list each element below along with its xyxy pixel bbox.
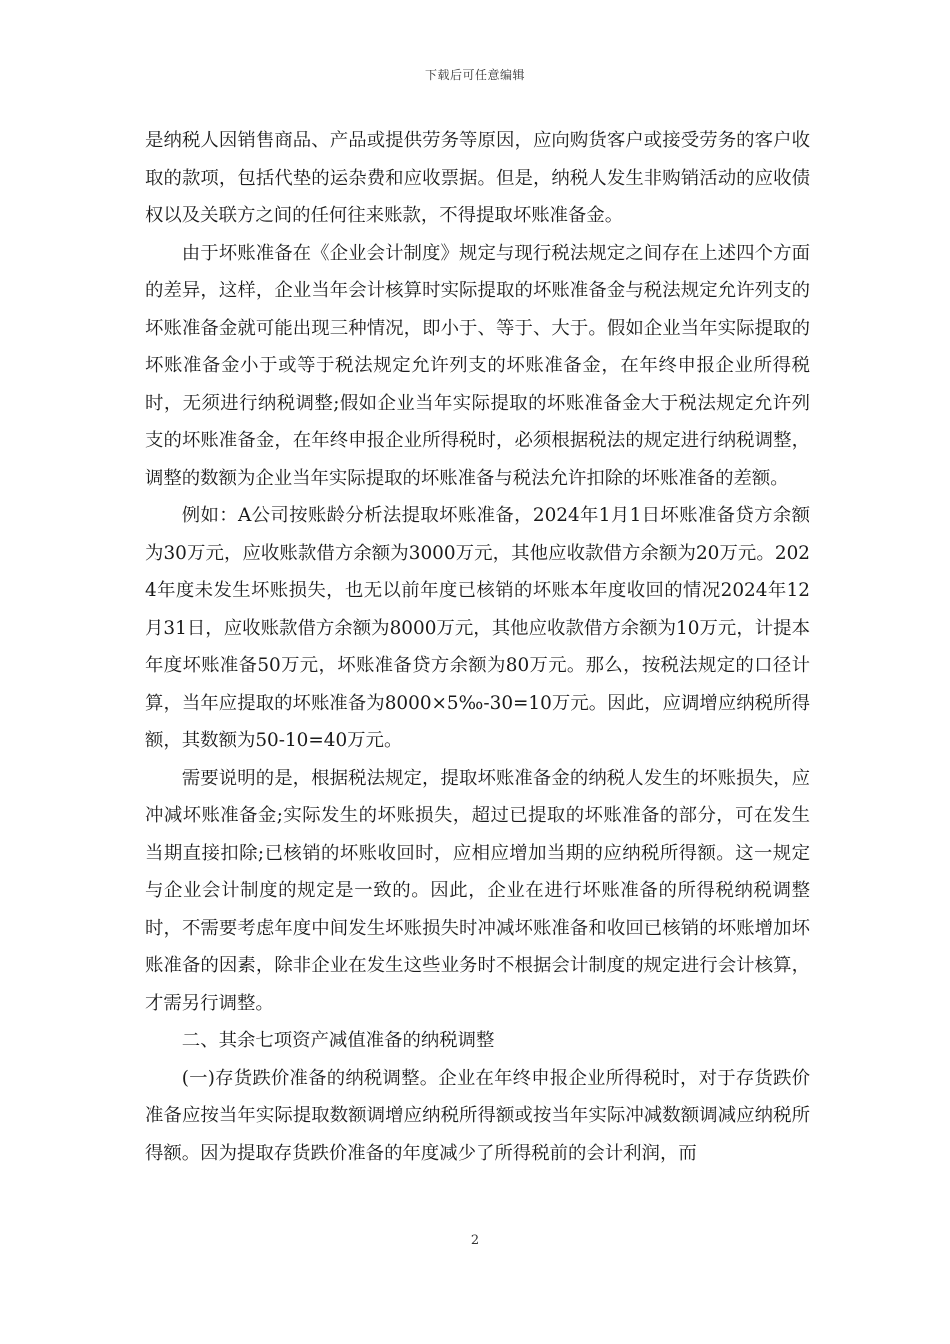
section-heading: 二、其余七项资产减值准备的纳税调整 bbox=[181, 1030, 495, 1051]
paragraph-explanation: 需要说明的是，根据税法规定，提取坏账准备金的纳税人发生的坏账损失，应冲减坏账准备金;实际发生的坏账损失，超过已提取的坏账准备的部分，可在发生当期直接扣除;已核销的坏账收回时，应相应增加当期的应纳税所得额。这一规定与企业会计制度的规定是一致的。因此，企业在进行坏账准备的所得税纳税调整时，不需要考虑年度中间发生坏账损失时冲减坏账准备和收回已核销的坏账增加坏账准备的因素，除非企业在发生这些业务时不根据会计制度的规定进行会计核算，才需另行调整。 bbox=[145, 767, 810, 1014]
paragraph-example: 例如：A公司按账龄分析法提取坏账准备，2024年1月1日坏账准备贷方余额为30万元，应收账款借方余额为3000万元，其他应收款借方余额为20万元。2024年度未发生坏账损失，也无以前年度已核销的坏账本年度收回的情况2024年12月31日，应收账款借方余额为8000万元，其他应收款借方余额为10万元，计提本年度坏账准备50万元，坏账准备贷方余额为80万元。那么，按税法规定的口径计算，当年应提取的坏账准备为8000×5‰-30=10万元。因此，应调增应纳税所得额，其数额为50-10=40万元。 bbox=[145, 505, 810, 751]
paragraph-inventory-provision: (一)存货跌价准备的纳税调整。企业在年终申报企业所得税时，对于存货跌价准备应按当年实际提取数额调增应纳税所得额或按当年实际冲减数额调减应纳税所得额。因为提取存货跌价准备的年度减少了所得税前的会计利润，而 bbox=[145, 1067, 810, 1164]
paragraph-receivables-definition: 是纳税人因销售商品、产品或提供劳务等原因，应向购货客户或接受劳务的客户收取的款项，包括代垫的运杂费和应收票据。但是，纳税人发生非购销活动的应收债权以及关联方之间的任何往来账款，不得提取坏账准备金。 bbox=[145, 130, 810, 226]
paragraph-bad-debt-differences: 由于坏账准备在《企业会计制度》规定与现行税法规定之间存在上述四个方面的差异，这样，企业当年会计核算时实际提取的坏账准备金与税法规定允许列支的坏账准备金就可能出现三种情况，即小于、等于、大于。假如企业当年实际提取的坏账准备金小于或等于税法规定允许列支的坏账准备金，在年终申报企业所得税时，无须进行纳税调整;假如企业当年实际提取的坏账准备金大于税法规定允许列支的坏账准备金，在年终申报企业所得税时，必须根据税法的规定进行纳税调整，调整的数额为企业当年实际提取的坏账准备与税法允许扣除的坏账准备的差额。 bbox=[145, 242, 810, 489]
page-number: 2 bbox=[470, 1233, 480, 1248]
page-header: 下载后可任意编辑 bbox=[424, 68, 525, 82]
document-body bbox=[145, 122, 810, 1172]
